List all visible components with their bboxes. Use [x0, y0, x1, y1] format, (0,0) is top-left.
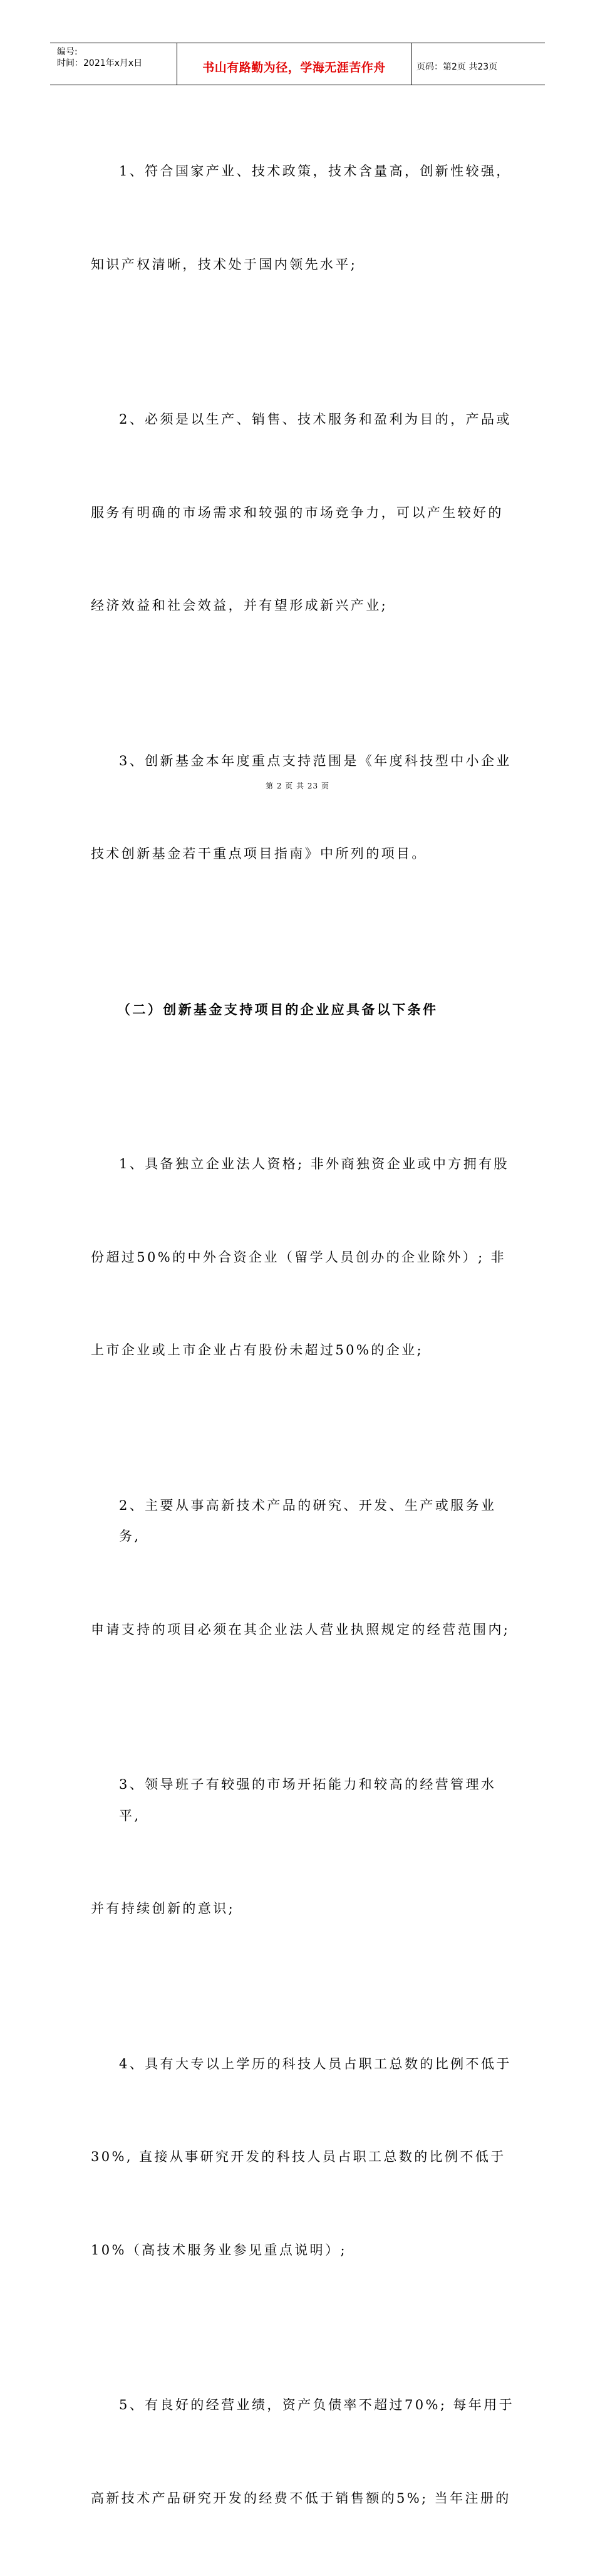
- paragraph-line: 1、具备独立企业法人资格; 非外商独资企业或中方拥有股: [119, 1156, 509, 1171]
- paragraph-line: 经济效益和社会效益，并有望形成新兴产业;: [91, 598, 388, 613]
- paragraph-line: 10%（高技术服务业参见重点说明）;: [91, 2242, 347, 2258]
- page-header: [50, 43, 545, 85]
- paragraph-line: 2、主要从事高新技术产品的研究、开发、生产或服务业务,: [119, 1497, 497, 1544]
- paragraph: [91, 2328, 517, 2576]
- header-motto: 书山有路勤为径，学海无涯苦作舟: [202, 60, 386, 75]
- document-number-label: 编号:: [57, 47, 78, 57]
- paragraph-line: 并有持续创新的意识;: [91, 1901, 235, 1916]
- paragraph: [91, 1707, 517, 1987]
- document-body: [91, 94, 517, 2576]
- paragraph: [91, 1987, 517, 2328]
- paragraph-line: 2、必须是以生产、销售、技术服务和盈利为目的，产品或: [119, 412, 512, 427]
- paragraph-line: 3、创新基金本年度重点支持范围是《年度科技型中小企业: [119, 753, 512, 768]
- document-date: 时间：2021年x月x日: [57, 58, 143, 68]
- paragraph-line: 3、领导班子有较强的市场开拓能力和较高的经营管理水平,: [119, 1777, 497, 1823]
- paragraph: [91, 94, 517, 342]
- paragraph-line: 5、有良好的经营业绩，资产负债率不超过70%; 每年用于: [119, 2397, 514, 2412]
- paragraph-line: 4、具有大专以上学历的科技人员占职工总数的比例不低于: [119, 2056, 512, 2071]
- paragraph: [91, 342, 517, 684]
- header-meta-cell: [50, 43, 177, 85]
- paragraph-line: 上市企业或上市企业占有股份未超过50%的企业;: [91, 1343, 423, 1358]
- paragraph: [91, 1087, 517, 1428]
- paragraph-line: 申请支持的项目必须在其企业法人营业执照规定的经营范围内;: [91, 1621, 510, 1637]
- paragraph-line: 技术创新基金若干重点项目指南》中所列的项目。: [91, 846, 427, 861]
- header-page-info: 页码：第2页 共23页: [416, 62, 498, 72]
- paragraph-line: 知识产权清晰，技术处于国内领先水平;: [91, 256, 358, 272]
- paragraph-line: 30%, 直接从事研究开发的科技人员占职工总数的比例不低于: [91, 2149, 506, 2164]
- paragraph-line: 高新技术产品研究开发的经费不低于销售额的5%; 当年注册的: [91, 2490, 511, 2506]
- section-heading-text: （二）创新基金支持项目的企业应具备以下条件: [117, 1001, 438, 1017]
- paragraph: [91, 1428, 517, 1708]
- footer-page-number: 第 2 页 共 23 页: [266, 782, 329, 790]
- paragraph-line: 份超过50%的中外合资企业（留学人员创办的企业除外）; 非: [91, 1249, 507, 1265]
- paragraph-line: 1、符合国家产业、技术政策，技术含量高，创新性较强，: [119, 164, 512, 179]
- header-motto-cell: [177, 43, 411, 85]
- paragraph: [91, 684, 517, 932]
- section-heading: [91, 932, 517, 1087]
- header-page-cell: [411, 43, 545, 85]
- page-footer: [0, 780, 595, 791]
- paragraph-line: 服务有明确的市场需求和较强的市场竞争力，可以产生较好的: [91, 505, 504, 520]
